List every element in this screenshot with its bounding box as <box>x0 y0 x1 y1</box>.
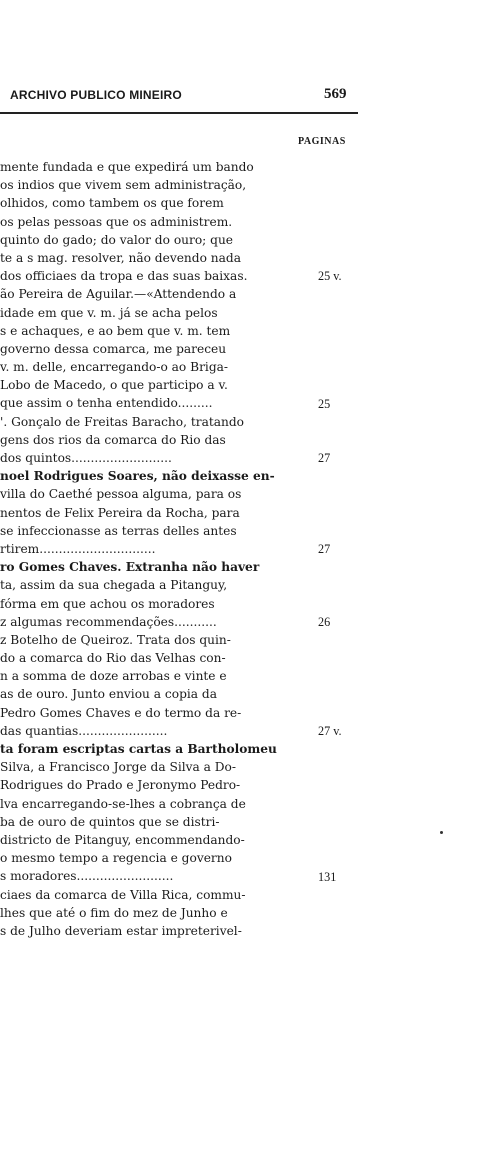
text-line: ão Pereira de Aguilar.—«Attendendo a <box>0 287 237 302</box>
text-line: noel Rodrigues Soares, não deixasse en- <box>0 469 275 484</box>
scan-speck <box>440 831 443 834</box>
page-reference: 26 <box>318 615 331 629</box>
text-line: '. Gonçalo de Freitas Baracho, tratando <box>0 414 245 429</box>
page-reference: 27 v. <box>318 724 342 739</box>
text-line: ro Gomes Chaves. Extranha não haver <box>0 560 260 575</box>
text-line: governo dessa comarca, me pareceu <box>0 341 227 356</box>
text-line: villa do Caethé pessoa alguma, para os <box>0 487 242 502</box>
text-line: s e achaques, e ao bem que v. m. tem <box>0 323 231 338</box>
text-line: mente fundada e que expedirá um bando <box>0 160 254 174</box>
text-line: idade em que v. m. já se acha pelos <box>0 305 218 320</box>
text-line: z Botelho de Queiroz. Trata dos quin- <box>0 632 231 647</box>
text-line: gens dos rios da comarca do Rio das <box>0 432 226 447</box>
text-line: ba de ouro de quintos que se distri- <box>0 814 220 829</box>
page-reference: 25 <box>318 396 331 411</box>
column-heading: PAGINAS <box>298 136 346 147</box>
text-line: Rodrigues do Prado e Jeronymo Pedro- <box>0 778 241 793</box>
text-line: ta foram escriptas cartas a Bartholomeu <box>0 742 277 756</box>
text-line: lva encarregando-se-lhes a cobrança de <box>0 796 246 811</box>
text-line: olhidos, como tambem os que forem <box>0 196 224 211</box>
text-line: ciaes da comarca de Villa Rica, commu- <box>0 887 246 902</box>
text-line: das quantias....................... <box>0 723 168 738</box>
text-line: rtirem.............................. <box>0 541 156 556</box>
text-line: ta, assim da sua chegada a Pitanguy, <box>0 578 228 593</box>
text-line: quinto do gado; do valor do ouro; que <box>0 232 234 247</box>
text-line: Lobo de Macedo, o que participo a v. <box>0 378 228 393</box>
text-line: as de ouro. Junto enviou a copia da <box>0 687 217 702</box>
text-line: dos quintos.......................... <box>0 451 172 465</box>
text-line: o mesmo tempo a regencia e governo <box>0 851 232 866</box>
text-line: se infeccionasse as terras delles antes <box>0 523 237 538</box>
text-line: v. m. delle, encarregando-o ao Briga- <box>0 360 229 375</box>
page-reference: 131 <box>318 869 337 884</box>
text-line: lhes que até o fim do mez de Junho e <box>0 905 228 920</box>
page-reference: 25 v. <box>318 269 342 284</box>
page-header <box>0 88 360 110</box>
text-line: do a comarca do Rio das Velhas con- <box>0 651 226 666</box>
text-line: districto de Pitanguy, encommendando- <box>0 832 245 847</box>
page-reference: 27 <box>318 542 331 557</box>
text-line: dos officiaes da tropa e das suas baixas. <box>0 269 248 284</box>
page-reference: 27 <box>318 451 331 466</box>
text-column <box>0 158 290 940</box>
header-rule <box>0 112 358 114</box>
text-line: te a s mag. resolver, não devendo nada <box>0 250 241 265</box>
text-line: Silva, a Francisco Jorge da Silva a Do- <box>0 760 237 775</box>
text-line: Pedro Gomes Chaves e do termo da re- <box>0 705 242 720</box>
text-line: s de Julho deveriam estar impreterivel- <box>0 923 242 938</box>
text-line: n a somma de doze arrobas e vinte e <box>0 669 227 684</box>
text-line: z algumas recommendações........... <box>0 614 217 629</box>
text-line: nentos de Felix Pereira da Rocha, para <box>0 505 240 520</box>
text-line: os pelas pessoas que os administrem. <box>0 214 233 229</box>
text-line: s moradores......................... <box>0 869 174 884</box>
running-head: ARCHIVO PUBLICO MINEIRO <box>10 88 182 102</box>
page-number: 569 <box>324 86 347 102</box>
text-line: que assim o tenha entendido......... <box>0 396 213 411</box>
text-line: fórma em que achou os moradores <box>0 596 215 611</box>
text-line: os indios que vivem sem administração, <box>0 178 247 193</box>
